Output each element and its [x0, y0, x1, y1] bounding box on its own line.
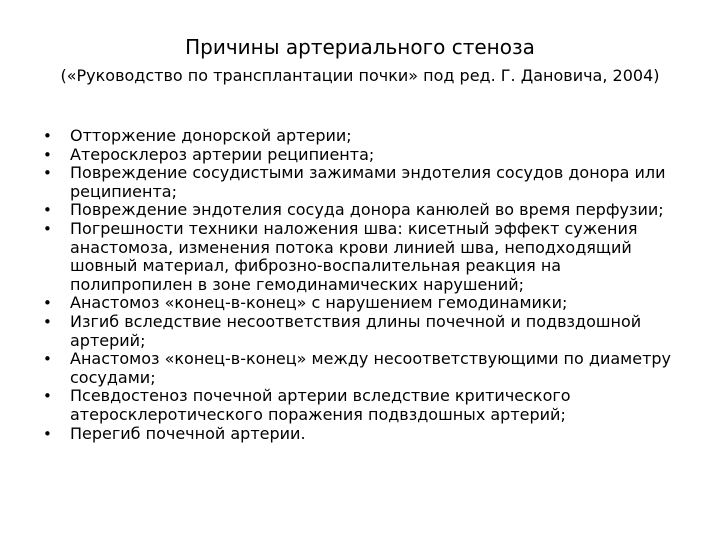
list-item: [40, 313, 680, 350]
list-item-text: Анастомоз «конец-в-конец» между несоответствующими по диаметру сосудами;: [70, 349, 672, 387]
list-item: [40, 201, 680, 220]
list-item-text: Изгиб вследствие несоответствия длины почечной и подвздошной артерий;: [70, 311, 642, 350]
bullet-icon: •: [43, 312, 52, 331]
bullet-icon: •: [43, 127, 52, 145]
list-item: [40, 220, 680, 294]
causes-list: [40, 127, 680, 443]
bullet-icon: •: [43, 387, 52, 406]
list-item-text: Погрешности техники наложения шва: кисетный эффект сужения анастомоза, изменения потока крови линией шва, неподходящий шовный материал, фиброзно-воспалительная реакция на полипропилен в зоне гемодинамических нарушений;: [70, 218, 638, 294]
list-item-text: Атеросклероз артерии реципиента;: [70, 144, 375, 164]
bullet-icon: •: [43, 164, 52, 183]
list-item-text: Повреждение эндотелия сосуда донора канюлей во время перфузии;: [70, 200, 664, 220]
list-item-text: Отторжение донорской артерии;: [70, 126, 352, 145]
bullet-icon: •: [43, 294, 52, 313]
list-item: [40, 127, 680, 146]
list-item-text: Перегиб почечной артерии.: [70, 423, 306, 443]
slide-title: Причины артериального стеноза: [185, 35, 535, 59]
slide-subtitle: («Руководство по трансплантации почки» под ред. Г. Дановича, 2004): [60, 66, 660, 85]
list-item: [40, 146, 680, 165]
list-item: [40, 294, 680, 313]
bullet-icon: •: [43, 201, 52, 220]
bullet-icon: •: [43, 350, 52, 369]
list-item: [40, 387, 680, 424]
list-item: [40, 350, 680, 387]
list-item: [40, 425, 680, 444]
list-item-text: Повреждение сосудистыми зажимами эндотелия сосудов донора или реципиента;: [70, 163, 666, 201]
bullet-icon: •: [43, 145, 52, 164]
bullet-icon: •: [43, 219, 52, 238]
bullet-icon: •: [43, 424, 52, 443]
list-item-text: Псевдостеноз почечной артерии вследствие критического атеросклеротического поражения подвздошных артерий;: [70, 386, 571, 424]
list-item: [40, 164, 680, 201]
list-item-text: Анастомоз «конец-в-конец» с нарушением гемодинамики;: [70, 293, 568, 313]
